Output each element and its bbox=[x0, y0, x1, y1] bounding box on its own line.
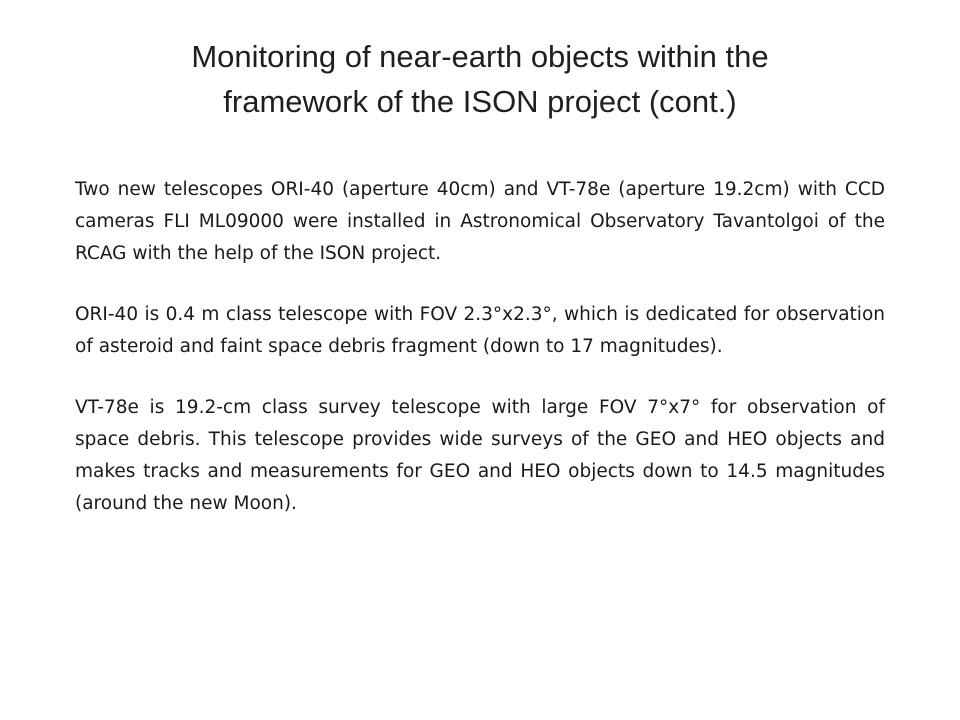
slide-body bbox=[75, 174, 885, 549]
paragraph-vt-78e: VT-78e is 19.2-cm class survey telescope with large FOV 7°x7° for observation of space debris. This telescope provides wide surveys of the GEO and HEO objects and makes tracks and measurements for GEO and HEO objects down to 14.5 magnitudes (around the new Moon). bbox=[75, 397, 885, 514]
slide-title-line-2: framework of the ISON project (cont.) bbox=[223, 84, 737, 119]
paragraph-telescopes-installed: Two new telescopes ORI-40 (aperture 40cm) and VT-78e (aperture 19.2cm) with CCD cameras FLI ML09000 were installed in Astronomical Observatory Tavantolgoi of the RCAG with the help of the ISON project. bbox=[75, 179, 885, 264]
paragraph-ori-40: ORI-40 is 0.4 m class telescope with FOV 2.3°x2.3°, which is dedicated for observation of asteroid and faint space debris fragment (down to 17 magnitudes). bbox=[75, 304, 885, 357]
slide-title-line-1: Monitoring of near-earth objects within the bbox=[191, 39, 769, 74]
slide-title bbox=[60, 34, 900, 124]
